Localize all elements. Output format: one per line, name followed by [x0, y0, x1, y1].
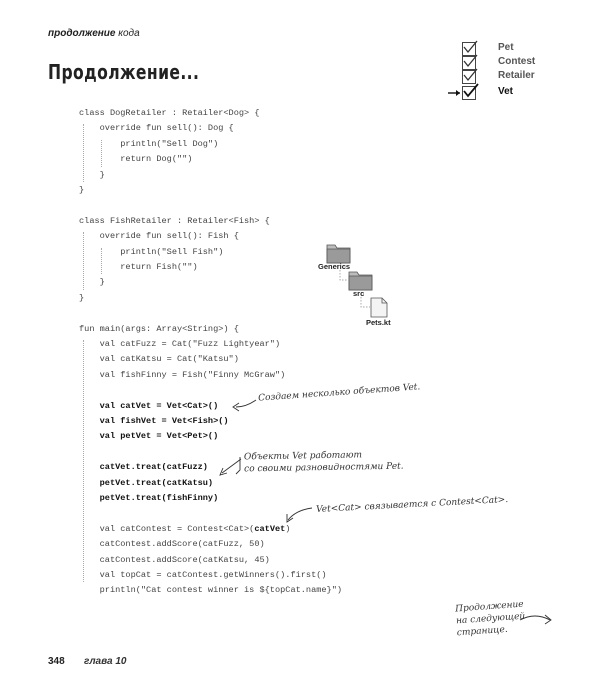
code-text: println("Sell Dog") [79, 138, 219, 149]
annotation-line: на следующей [455, 611, 526, 627]
page-number: 348 [48, 656, 65, 667]
code-text: fun main(args: Array<String>) { [79, 323, 239, 334]
running-header-prefix: продолжение [48, 28, 116, 39]
annotation-vets-work [244, 449, 404, 476]
code-text: petVet.treat(catKatsu) [79, 477, 214, 488]
annotation-continued [455, 599, 527, 640]
code-text: catContest.addScore(catKatsu, 45) [79, 554, 270, 565]
code-text: class DogRetailer : Retailer<Dog> { [79, 108, 260, 118]
code-text: petVet.treat(fishFinny) [79, 493, 219, 503]
folder-label-src: src [353, 289, 365, 298]
checklist-label: Contest [498, 56, 536, 67]
code-text: return Fish("") [79, 262, 198, 272]
checklist-label: Pet [498, 42, 514, 53]
code-text: } [79, 185, 85, 195]
code-text: } [79, 277, 105, 288]
code-text: class FishRetailer : Retailer<Fish> { [79, 215, 270, 226]
code-text: catVet.treat(catFuzz) [79, 462, 208, 473]
code-text: val catVet = Vet<Cat>() [79, 400, 219, 411]
code-text: return Dog("") [79, 154, 193, 165]
code-text: override fun sell(): Fish { [79, 231, 239, 242]
annotation-create-vets: Создаем несколько объектов Vet. [257, 382, 421, 404]
annotation-line: со своими разновидностями Pet. [244, 461, 404, 475]
code-highlight: catVet [254, 523, 286, 534]
code-text: val catFuzz = Cat("Fuzz Lightyear") [79, 339, 281, 349]
code-text: println("Sell Fish") [79, 246, 224, 257]
annotation-line: Продолжение [454, 599, 524, 615]
code-text: override fun sell(): Dog { [79, 123, 234, 134]
code-text: } [79, 169, 105, 180]
checklist-label: Retailer [498, 70, 535, 81]
annotation-contest-link: Vet<Cat> связывается с Contest<Cat>. [315, 494, 509, 516]
checklist-label-current: Vet [498, 86, 514, 97]
code-text: catContest.addScore(catFuzz, 50) [79, 539, 265, 550]
code-text: val fishFinny = Fish("Finny McGraw") [79, 369, 286, 380]
code-text: val fishVet = Vet<Fish>() [79, 416, 229, 426]
annotation-line: странице. [456, 624, 509, 639]
file-label: Pets.kt [366, 318, 391, 327]
running-header-suffix: кода [118, 28, 140, 39]
arrow-icon [288, 508, 312, 520]
code-text: val topCat = catContest.getWinners().first() [79, 570, 327, 580]
code-text: val catKatsu = Cat("Katsu") [79, 354, 239, 365]
code-text: val petVet = Vet<Pet>() [79, 431, 219, 442]
code-text: } [79, 292, 85, 303]
chapter-label: глава 10 [84, 656, 127, 667]
code-text: val catContest = Contest<Cat>( [79, 523, 255, 534]
code-text: ) [285, 523, 291, 534]
code-text: println("Cat contest winner is ${topCat.name}") [79, 585, 343, 596]
arrow-icon [236, 457, 240, 474]
section-title: Продолжение... [48, 60, 200, 84]
folder-label-generics: Generics [318, 262, 351, 271]
annotation-line: Объекты Vet работают [243, 450, 363, 463]
